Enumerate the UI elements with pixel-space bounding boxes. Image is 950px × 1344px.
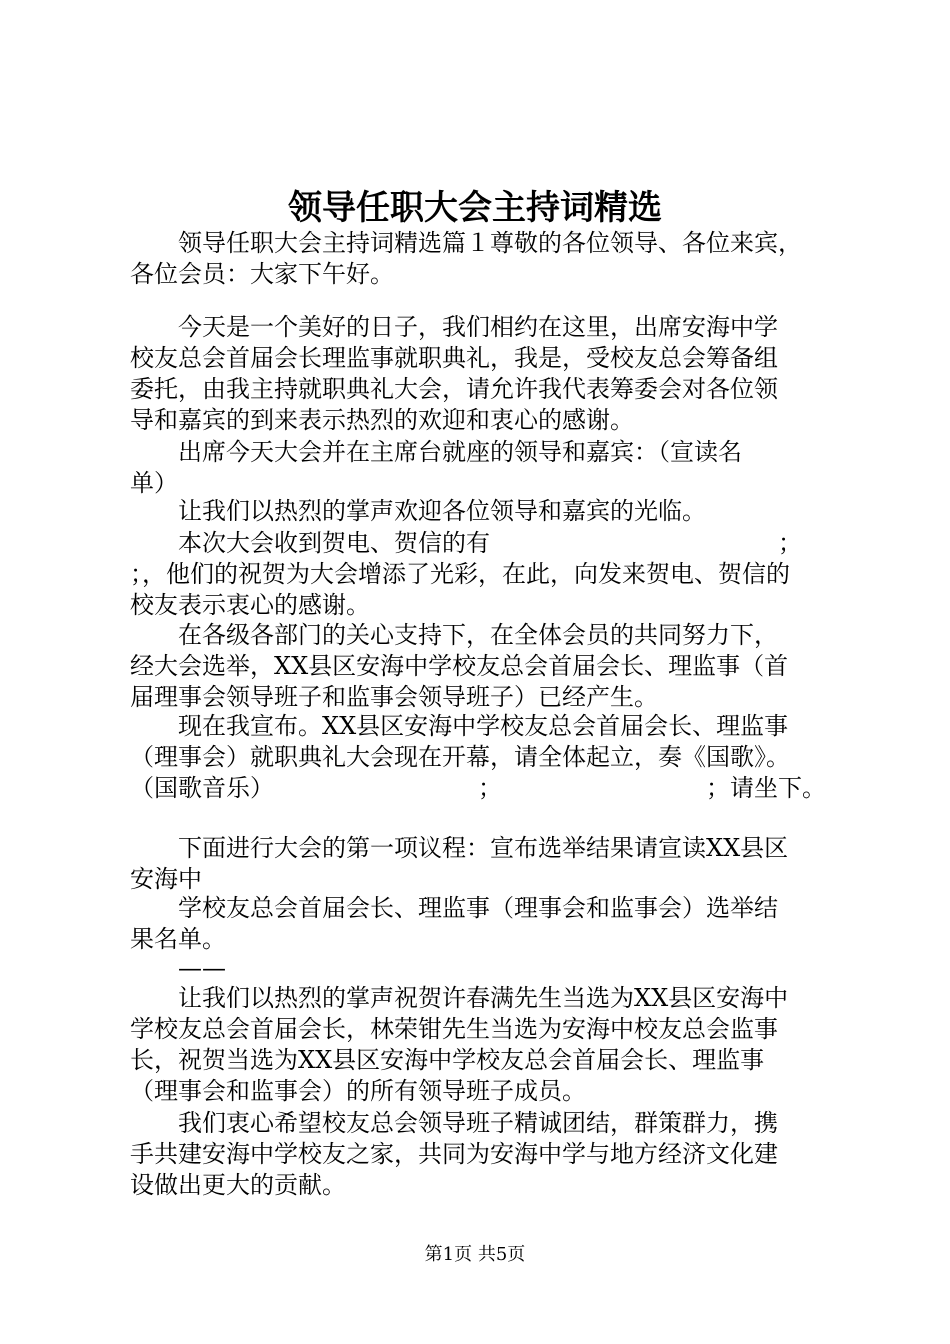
paragraph	[130, 711, 830, 804]
paragraph	[130, 983, 830, 1107]
paragraph	[130, 620, 830, 713]
text-line: 下面进行大会的第一项议程：宣布选举结果请宣读XX县区	[130, 834, 789, 862]
paragraph	[130, 1108, 830, 1201]
paragraph	[130, 437, 830, 499]
paragraph	[130, 833, 830, 895]
paragraph	[130, 228, 830, 290]
text-line: 学校友总会首届会长，林荣钳先生当选为安海中校友总会监事	[130, 1015, 778, 1043]
text-line: 让我们以热烈的掌声祝贺许春满先生当选为XX县区安海中	[130, 984, 789, 1012]
text-line: 长，祝贺当选为XX县区安海中学校友总会首届会长、理监事	[130, 1046, 765, 1074]
text-line: 校友总会首届会长理监事就职典礼，我是，受校友总会筹备组	[130, 344, 778, 372]
text-line: 果名单。	[130, 925, 226, 953]
text-line: 设做出更大的贡献。	[130, 1171, 346, 1199]
document-title: 领导任职大会主持词精选	[288, 188, 662, 228]
text-line: （国歌音乐） ； ；请坐下。	[130, 774, 826, 802]
text-line: 单）	[130, 469, 178, 497]
text-line: （理事会）就职典礼大会现在开幕，请全体起立，奏《国歌》。	[130, 743, 790, 771]
text-line: 委托，由我主持就职典礼大会，请允许我代表筹委会对各位领	[130, 375, 778, 403]
text-line: 手共建安海中学校友之家，共同为安海中学与地方经济文化建	[130, 1140, 778, 1168]
text-line: 届理事会领导班子和监事会领导班子）已经产生。	[130, 683, 658, 711]
text-line: ；，他们的祝贺为大会增添了光彩，在此，向发来贺电、贺信的	[130, 560, 790, 588]
text-line: 现在我宣布。XX县区安海中学校友总会首届会长、理监事	[130, 712, 789, 740]
text-line: 导和嘉宾的到来表示热烈的欢迎和衷心的感谢。	[130, 406, 634, 434]
paragraph	[130, 496, 830, 527]
text-line: （理事会和监事会）的所有领导班子成员。	[130, 1077, 586, 1105]
page-footer: 第1页 共5页	[424, 1244, 526, 1265]
text-line: 本次大会收到贺电、贺信的有 ；	[130, 529, 802, 557]
text-line: 今天是一个美好的日子，我们相约在这里，出席安海中学	[130, 313, 778, 341]
text-line: 出席今天大会并在主席台就座的领导和嘉宾：（宣读名	[130, 438, 742, 466]
text-line: 让我们以热烈的掌声欢迎各位领导和嘉宾的光临。	[130, 497, 706, 525]
text-line: 安海中	[130, 865, 202, 893]
text-line: 各位会员：大家下午好。	[130, 260, 394, 288]
text-line: 校友表示衷心的感谢。	[130, 591, 370, 619]
paragraph	[130, 953, 830, 984]
text-line: 领导任职大会主持词精选篇１尊敬的各位领导、各位来宾，	[130, 229, 802, 257]
text-line	[130, 801, 830, 832]
paragraph	[130, 528, 830, 621]
paragraph	[130, 801, 830, 832]
paragraph	[130, 893, 830, 955]
text-line: 学校友总会首届会长、理监事（理事会和监事会）选举结	[130, 894, 778, 922]
text-line: 经大会选举，XX县区安海中学校友总会首届会长、理监事（首	[130, 652, 789, 680]
text-line: 在各级各部门的关心支持下，在全体会员的共同努力下，	[130, 621, 778, 649]
paragraph	[130, 312, 830, 436]
text-line: 我们衷心希望校友总会领导班子精诚团结，群策群力，携	[130, 1109, 778, 1137]
text-line: ——	[130, 954, 226, 982]
